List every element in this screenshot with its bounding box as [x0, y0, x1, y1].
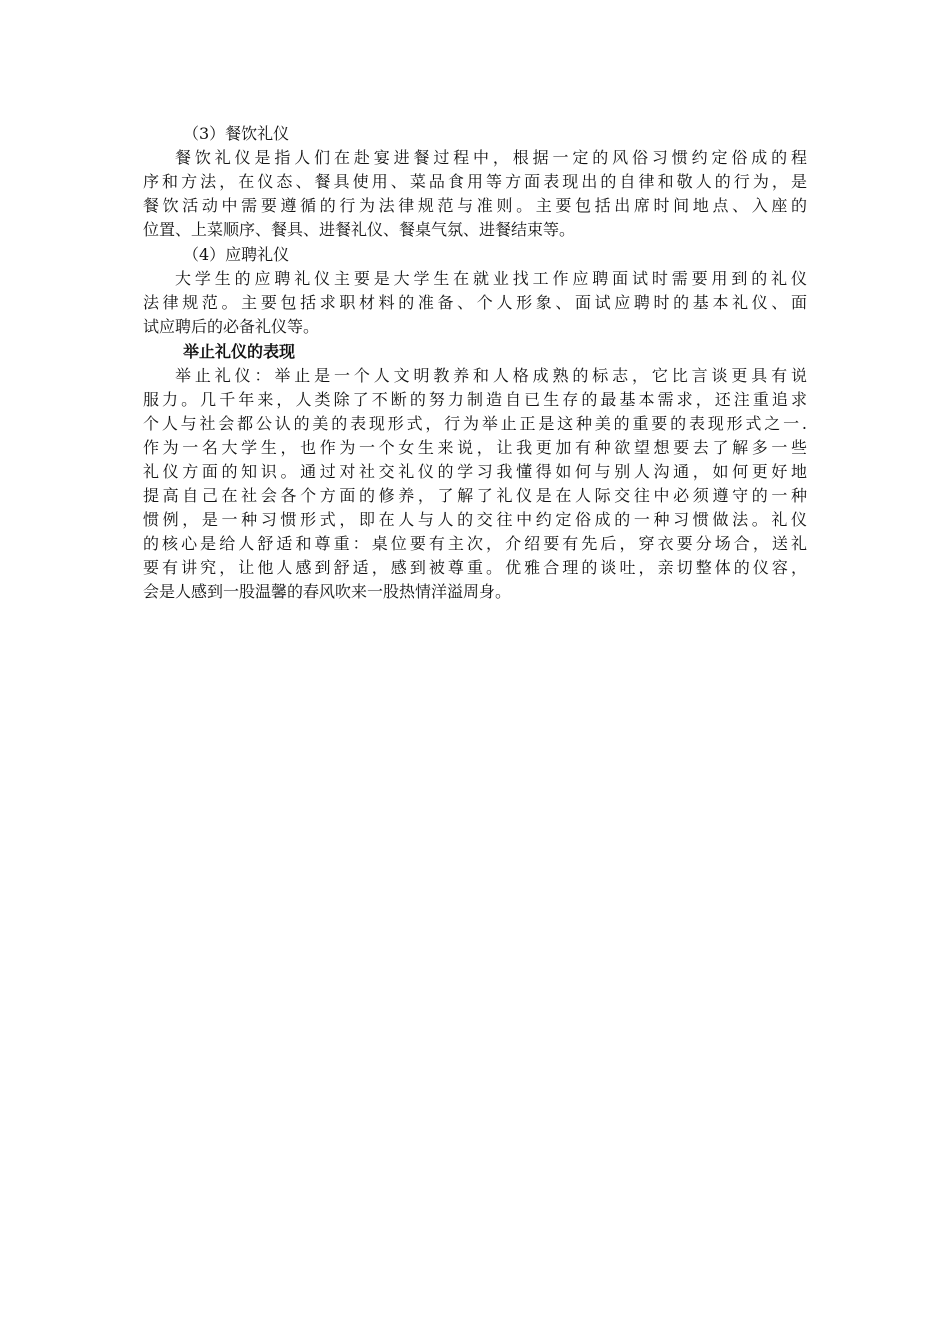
paragraph-line: 位置、上菜顺序、餐具、进餐礼仪、餐桌气氛、进餐结束等。 — [143, 220, 576, 239]
paragraph-line: 大学生的应聘礼仪主要是大学生在就业找工作应聘面试时需要用到的礼仪 — [175, 269, 807, 288]
section-heading-behavior-etiquette: 举止礼仪的表现 — [183, 342, 296, 361]
paragraph-line: 的核心是给人舒适和尊重：桌位要有主次，介绍要有先后，穿衣要分场合，送礼 — [143, 534, 807, 553]
paragraph-line: 餐饮活动中需要遵循的行为法律规范与准则。主要包括出席时间地点、入座的 — [143, 196, 807, 215]
document-body — [143, 122, 807, 605]
paragraph-line: 餐饮礼仪是指人们在赴宴进餐过程中，根据一定的风俗习惯约定俗成的程 — [175, 148, 807, 167]
paragraph-line: 礼仪方面的知识。通过对社交礼仪的学习我懂得如何与别人沟通，如何更好地 — [143, 462, 807, 481]
paragraph-line: 作为一名大学生，也作为一个女生来说，让我更加有种欲望想要去了解多一些 — [143, 438, 807, 457]
paragraph-behavior-etiquette — [143, 364, 807, 604]
paragraph-line: 要有讲究，让他人感到舒适，感到被尊重。优雅合理的谈吐，亲切整体的仪容， — [143, 558, 807, 577]
paragraph-line: 服力。几千年来，人类除了不断的努力制造自已生存的最基本需求，还注重追求 — [143, 390, 807, 409]
paragraph-interview-etiquette — [143, 267, 807, 339]
paragraph-line: 提高自己在社会各个方面的修养，了解了礼仪是在人际交往中必须遵守的一种 — [143, 486, 807, 505]
paragraph-line: 个人与社会都公认的美的表现形式，行为举止正是这种美的重要的表现形式之一. — [143, 414, 807, 433]
paragraph-line: 法律规范。主要包括求职材料的准备、个人形象、面试应聘时的基本礼仪、面 — [143, 293, 807, 312]
section-heading-interview-etiquette: （4）应聘礼仪 — [183, 245, 290, 264]
paragraph-line: 序和方法，在仪态、餐具使用、菜品食用等方面表现出的自律和敬人的行为，是 — [143, 172, 807, 191]
section-heading-dining-etiquette: （3）餐饮礼仪 — [183, 124, 290, 143]
paragraph-line: 惯例，是一种习惯形式，即在人与人的交往中约定俗成的一种习惯做法。礼仪 — [143, 510, 807, 529]
paragraph-dining-etiquette — [143, 146, 807, 242]
paragraph-line: 试应聘后的必备礼仪等。 — [143, 317, 320, 336]
paragraph-line: 举止礼仪：举止是一个人文明教养和人格成熟的标志，它比言谈更具有说 — [175, 366, 807, 385]
paragraph-line: 会是人感到一股温馨的春风吹来一股热情洋溢周身。 — [143, 582, 512, 601]
